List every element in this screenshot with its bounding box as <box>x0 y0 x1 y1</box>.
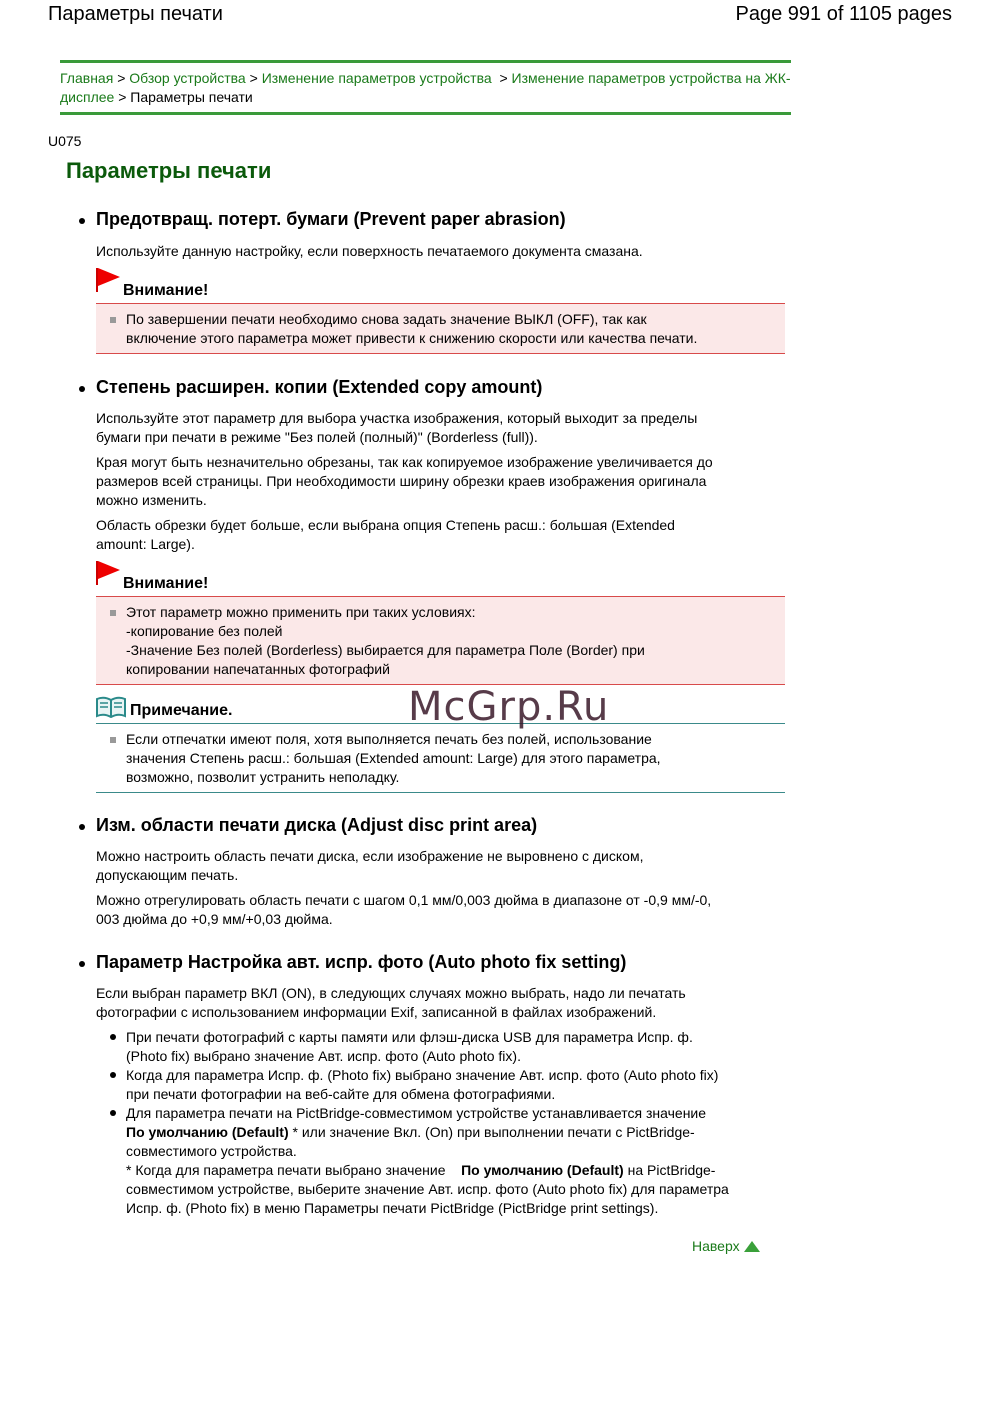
paragraph-line: amount: Large). <box>96 536 195 552</box>
red-flag-icon <box>95 266 121 292</box>
paragraph-line: размеров всей страницы. При необходимости ширину обрезки краев изображения оригинала <box>96 473 707 489</box>
list-item <box>126 1104 766 1218</box>
breadcrumb-link-overview[interactable]: Обзор устройства <box>129 70 246 86</box>
caution-text-line: -Значение Без полей (Borderless) выбирается для параметра Поле (Border) при <box>126 642 645 658</box>
caution-heading <box>96 282 208 300</box>
list-item-line: При печати фотографий с карты памяти или флэш-диска USB для параметра Испр. ф. <box>126 1029 693 1045</box>
footnote-text: * Когда для параметра печати выбрано значение <box>126 1162 446 1178</box>
list-item-line: Для параметра печати на PictBridge-совместимом устройстве устанавливается значение <box>126 1105 707 1121</box>
caution-label: Внимание! <box>123 282 209 299</box>
page-title: Параметры печати <box>66 158 272 183</box>
caution-text-line: включение этого параметра может привести к снижению скорости или качества печати. <box>126 330 698 346</box>
section-heading-auto-photo-fix: Параметр Настройка авт. испр. фото (Auto photo fix setting) <box>96 952 627 972</box>
paragraph-line: Можно настроить область печати диска, если изображение не выровнено с диском, <box>96 848 644 864</box>
paragraph-line: Если выбран параметр ВКЛ (ON), в следующих случаях можно выбрать, надо ли печатать <box>96 985 686 1001</box>
breadcrumb-separator: > <box>118 89 127 105</box>
note-text-line: Если отпечатки имеют поля, хотя выполняется печать без полей, использование <box>126 731 652 747</box>
list-item-line: при печати фотографии на веб-сайте для обмена фотографиями. <box>126 1086 556 1102</box>
default-value-bold: По умолчанию (Default) <box>126 1124 289 1140</box>
paragraph-line: допускающим печать. <box>96 867 239 883</box>
watermark: McGrp.Ru <box>408 684 610 730</box>
document-code: U075 <box>48 133 82 149</box>
list-item-line <box>126 1123 766 1142</box>
square-bullet-icon <box>110 737 116 743</box>
back-to-top-link[interactable] <box>692 1238 760 1254</box>
note-label: Примечание. <box>130 702 233 719</box>
condition-list <box>126 1028 766 1218</box>
paragraph-line: фотографии с использованием информации Exif, записанной в файлах изображений. <box>96 1004 657 1020</box>
section-paragraph <box>96 891 766 929</box>
paragraph-line: Область обрезки будет больше, если выбрана опция Степень расш.: большая (Extended <box>96 517 675 533</box>
caution-label: Внимание! <box>123 575 209 592</box>
section-paragraph <box>96 516 766 554</box>
section-heading-prevent-abrasion: Предотвращ. потерт. бумаги (Prevent paper abrasion) <box>96 209 566 229</box>
breadcrumb-separator: > <box>499 70 508 86</box>
list-item-line: (Photo fix) выбрано значение Авт. испр. фото (Auto photo fix). <box>126 1048 521 1064</box>
caution-text-line: По завершении печати необходимо снова задать значение ВЫКЛ (OFF), так как <box>126 311 647 327</box>
breadcrumb-link-change-settings[interactable]: Изменение параметров устройства <box>261 70 492 86</box>
square-bullet-icon <box>110 610 116 616</box>
red-flag-icon <box>95 559 121 585</box>
paragraph-line: можно изменить. <box>96 492 207 508</box>
square-bullet-icon <box>110 317 116 323</box>
section-paragraph: Используйте данную настройку, если поверхность печатаемого документа смазана. <box>96 243 643 259</box>
breadcrumb-separator: > <box>117 70 126 86</box>
footnote-line: Испр. ф. (Photo fix) в меню Параметры печати PictBridge (PictBridge print settings). <box>126 1200 659 1216</box>
note-text-line: значения Степень расш.: большая (Extended amount: Large) для этого параметра, <box>126 750 661 766</box>
paragraph-line: Используйте этот параметр для выбора участка изображения, который выходит за пределы <box>96 410 698 426</box>
default-value-bold: По умолчанию (Default) <box>461 1162 624 1178</box>
footnote-text: на PictBridge- <box>623 1162 716 1178</box>
footnote-line: совместимом устройстве, выберите значение Авт. испр. фото (Auto photo fix) для параметра <box>126 1181 729 1197</box>
caution-text-line: Этот параметр можно применить при таких условиях: <box>126 604 476 620</box>
caution-heading <box>96 575 208 593</box>
section-paragraph <box>96 409 766 447</box>
note-heading <box>96 702 232 720</box>
back-to-top-label[interactable]: Наверх <box>692 1238 740 1254</box>
note-box <box>96 723 785 793</box>
section-paragraph <box>96 453 766 510</box>
breadcrumb-link-lcd-settings[interactable]: Изменение параметров устройства на ЖК-дисплее <box>60 70 791 105</box>
paragraph-line: Можно отрегулировать область печати с шагом 0,1 мм/0,003 дюйма в диапазоне от -0,9 мм/-0, <box>96 892 712 908</box>
paragraph-line: бумаги при печати в режиме "Без полей (полный)" (Borderless (full)). <box>96 429 538 445</box>
document-title: Параметры печати <box>48 3 223 25</box>
note-text-line: возможно, позволит устранить неполадку. <box>126 769 400 785</box>
paragraph-line: 003 дюйма до +0,9 мм/+0,03 дюйма. <box>96 911 333 927</box>
list-item <box>126 1028 766 1066</box>
section-heading-extended-copy: Степень расширен. копии (Extended copy amount) <box>96 377 543 397</box>
section-paragraph <box>96 847 766 885</box>
book-icon <box>96 696 126 718</box>
section-heading-disc-print-area: Изм. области печати диска (Adjust disc print area) <box>96 815 538 835</box>
footnote-line <box>126 1161 766 1180</box>
list-item <box>126 1066 766 1104</box>
section-paragraph <box>96 984 766 1022</box>
breadcrumb-separator: > <box>249 70 258 86</box>
breadcrumb-link-home[interactable]: Главная <box>60 70 114 86</box>
list-item-line: Когда для параметра Испр. ф. (Photo fix) выбрано значение Авт. испр. фото (Auto photo fix) <box>126 1067 719 1083</box>
up-arrow-icon[interactable] <box>744 1241 760 1252</box>
breadcrumb-current: Параметры печати <box>130 89 253 105</box>
caution-text-line: -копирование без полей <box>126 623 283 639</box>
breadcrumb <box>60 60 791 115</box>
page-counter: Page 991 of 1105 pages <box>735 3 952 25</box>
paragraph-line: Края могут быть незначительно обрезаны, так как копируемое изображение увеличивается до <box>96 454 713 470</box>
caution-text-line: копировании напечатанных фотографий <box>126 661 390 677</box>
caution-box <box>96 596 785 685</box>
list-item-text: * или значение Вкл. (On) при выполнении печати с PictBridge- <box>288 1124 695 1140</box>
list-item-line: совместимого устройства. <box>126 1143 297 1159</box>
caution-box <box>96 303 785 354</box>
